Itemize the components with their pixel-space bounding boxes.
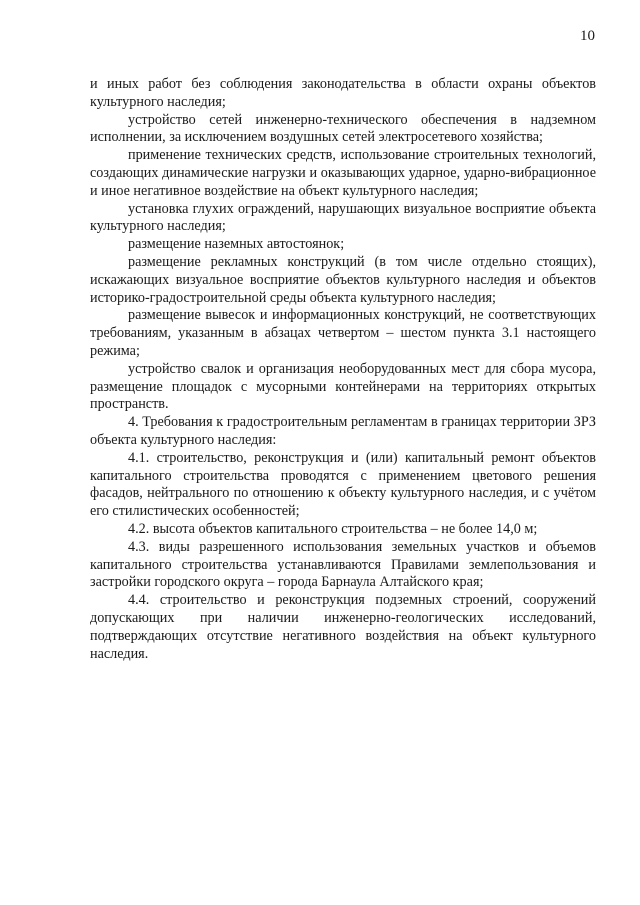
page-number: 10 xyxy=(580,28,595,44)
paragraph-7: размещение вывесок и информационных конструкций, не соответствующих требованиям, указанным в абзацах четвертом – шестом пункта 3.1 настоящего режима; xyxy=(90,307,596,359)
paragraph-5: размещение наземных автостоянок; xyxy=(128,236,345,253)
paragraph-13: 4.4. строительство и реконструкция подземных строений, сооружений допускающих при наличии инженерно-геологических исследований, подтверждающих отсутствие негативного воздействия на объект культурного наследия. xyxy=(90,592,596,662)
paragraph-9: 4. Требования к градостроительным регламентам в границах территории ЗРЗ объекта культурного наследия: xyxy=(90,414,596,448)
paragraph-6: размещение рекламных конструкций (в том числе отдельно стоящих), искажающих визуальное восприятие объектов культурного наследия и объектов историко-градостроительной среды объекта культурного наследия; xyxy=(90,253,596,306)
paragraph-11: 4.2. высота объектов капитального строительства – не более 14,0 м; xyxy=(128,520,538,537)
document-body xyxy=(90,76,596,663)
paragraph-8: устройство свалок и организация необорудованных мест для сбора мусора, размещение площадок с мусорными контейнерами на территориях открытых пространств. xyxy=(90,360,596,413)
paragraph-12: 4.3. виды разрешенного использования земельных участков и объемов капитального строительства устанавливаются Правилами землепользования и застройки городского округа – города Барнаула Алтайского края; xyxy=(90,538,596,591)
paragraph-10: 4.1. строительство, реконструкция и (или) капитальный ремонт объектов капитального строительства проводятся с применением цветового решения фасадов, нейтрального по отношению к объекту культурного наследия, и с учётом его стилистических особенностей; xyxy=(90,449,596,520)
paragraph-4: установка глухих ограждений, нарушающих визуальное восприятие объекта культурного наследия; xyxy=(90,200,596,235)
paragraph-3: применение технических средств, использование строительных технологий, создающих динамические нагрузки и оказывающих ударное, ударно-вибрационное и иное негативное воздействие на объект культурного наследия; xyxy=(90,147,596,199)
paragraph-2: устройство сетей инженерно-технического обеспечения в надземном исполнении, за исключением воздушных сетей электросетевого хозяйства; xyxy=(90,111,596,146)
paragraph-1: и иных работ без соблюдения законодательства в области охраны объектов культурного наследия; xyxy=(90,76,596,110)
